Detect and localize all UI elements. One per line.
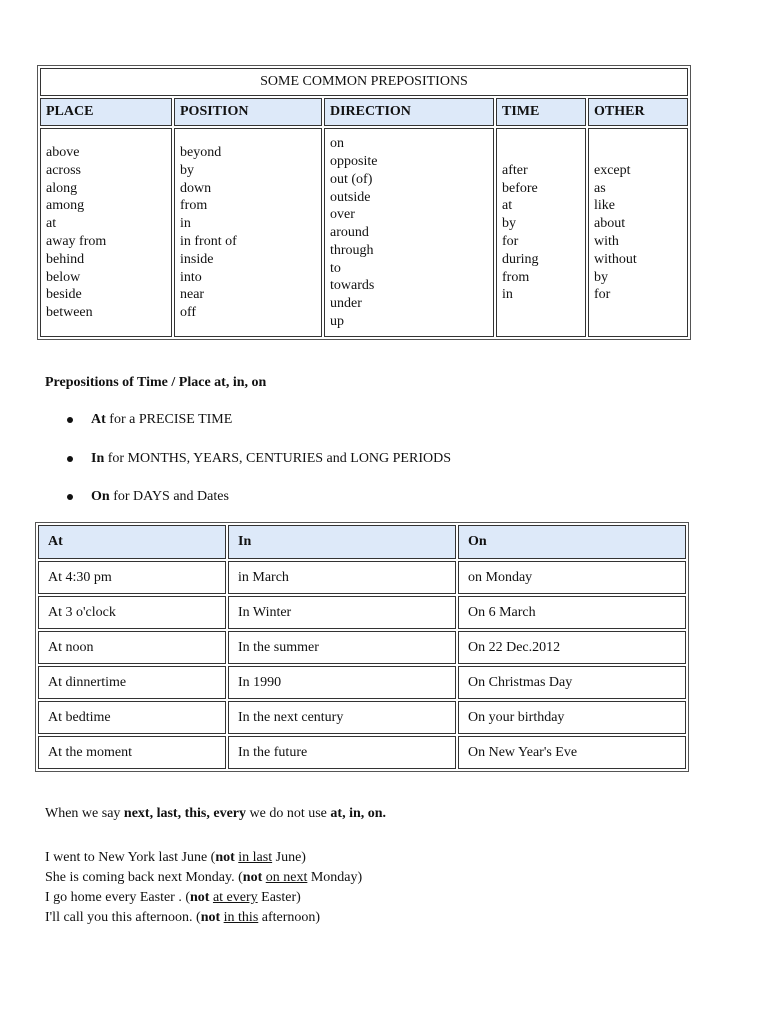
example-sentence [45,868,362,888]
preposition-word: along [46,180,78,196]
example-text: She is coming back next Monday. ( [45,870,243,885]
table-cell: In the next century [228,701,456,734]
example-not: not [190,890,210,905]
preposition-word: behind [46,251,85,267]
table-row [38,631,686,664]
column-header-at: At [38,525,226,559]
table-cell: In Winter [228,596,456,629]
column-words-place [40,128,172,337]
preposition-word: with [594,234,619,249]
example-incorrect-phrase: on next [265,870,308,885]
preposition-word: as [594,180,606,196]
table-cell: On 6 March [458,596,686,629]
table-cell: In the future [228,736,456,769]
preposition-word: after [502,162,528,178]
column-words-position [174,128,322,337]
preposition-word: by [594,269,608,285]
table-cell: on Monday [458,561,686,594]
table-cell: On New Year's Eve [458,736,686,769]
column-words-other [588,128,688,337]
example-text: I went to New York last June ( [45,850,216,865]
column-header-in: In [228,525,456,559]
bullet-dot-icon [67,494,73,500]
example-not: not [215,850,235,865]
table-title: SOME COMMON PREPOSITIONS [40,68,688,96]
preposition-word: from [502,269,530,285]
preposition-word: before [502,180,538,196]
preposition-word: inside [180,251,214,267]
column-header-direction: DIRECTION [324,98,494,126]
table-cell: At 4:30 pm [38,561,226,594]
preposition-word: by [180,162,194,178]
example-incorrect-phrase: in last [238,850,273,865]
preposition-word: to [330,260,341,276]
preposition-word: out (of) [330,171,373,187]
preposition-word: among [46,198,85,214]
preposition-word: for [594,287,611,303]
preposition-word: across [46,162,81,178]
preposition-word: opposite [330,153,378,169]
table-row [38,666,686,699]
example-sentences [45,848,362,928]
preposition-word: away from [46,234,107,249]
table-cell: At 3 o'clock [38,596,226,629]
example-text: Monday) [307,870,363,885]
preposition-word: under [330,296,362,312]
example-not: not [242,870,263,885]
preposition-word: through [330,242,374,258]
preposition-word: beyond [180,145,222,161]
preposition-word: towards [330,278,375,294]
preposition-word: into [180,269,202,285]
column-header-time: TIME [496,98,586,126]
bullet-text: for DAYS and Dates [109,489,229,504]
table-cell: On your birthday [458,701,686,734]
preposition-word: down [180,180,212,196]
preposition-word: near [180,287,205,303]
column-header-other: OTHER [588,98,688,126]
example-not: not [200,910,221,925]
table-cell: On Christmas Day [458,666,686,699]
preposition-word: below [46,269,81,285]
table-cell: At dinnertime [38,666,226,699]
preposition-word: except [594,162,631,178]
example-text: I go home every Easter . ( [45,890,190,905]
preposition-word: outside [330,189,371,205]
preposition-word: between [46,305,93,321]
preposition-word: up [330,314,344,330]
bullet-item-on [45,487,451,507]
bullet-text: for a PRECISE TIME [105,412,233,427]
column-header-place: PLACE [40,98,172,126]
table-cell: At noon [38,631,226,664]
table-row [38,561,686,594]
table-cell: In 1990 [228,666,456,699]
example-sentence [45,848,362,868]
section-heading: Prepositions of Time / Place at, in, on [45,375,267,390]
column-words-time [496,128,586,337]
table-cell: In the summer [228,631,456,664]
table-cell: in March [228,561,456,594]
preposition-word: by [502,216,516,232]
preposition-word: in front of [180,234,237,249]
table-cell: On 22 Dec.2012 [458,631,686,664]
preposition-word: from [180,198,208,214]
column-header-on: On [458,525,686,559]
preposition-word: without [594,251,637,267]
example-text: June) [272,850,306,865]
preposition-word: around [330,225,369,241]
note-prepositions: at, in, on. [330,806,387,821]
table-row [38,596,686,629]
bullet-keyword: At [91,412,106,427]
bullet-dot-icon [67,417,73,423]
preposition-word: in [180,216,191,232]
preposition-word: like [594,198,615,214]
bullet-list [45,410,451,526]
preposition-word: beside [46,287,82,303]
column-words-direction [324,128,494,337]
bullet-text: for MONTHS, YEARS, CENTURIES and LONG PERIODS [104,450,451,466]
preposition-word: about [594,216,626,232]
table-cell: At the moment [38,736,226,769]
bullet-keyword: In [91,450,105,466]
example-text: afternoon) [258,910,321,925]
preposition-word: in [502,287,513,303]
note-keywords: next, last, this, every [123,806,247,821]
prepositions-table [37,65,691,340]
note-text: we do not use [246,806,331,821]
example-text: I'll call you this afternoon. ( [45,910,201,925]
note-text: When we say [45,806,124,821]
usage-note [45,806,386,822]
preposition-word: on [330,136,344,152]
example-text: Easter) [257,890,301,905]
preposition-word: at [46,216,57,232]
table-cell: At bedtime [38,701,226,734]
bullet-dot-icon [67,456,73,462]
preposition-word: for [502,234,519,249]
bullet-keyword: On [91,489,110,504]
preposition-word: during [502,251,539,267]
bullet-item-at [45,410,451,430]
example-incorrect-phrase: in this [223,910,259,925]
example-incorrect-phrase: at every [212,890,258,905]
table-row [38,736,686,769]
table-row [38,701,686,734]
bullet-item-in [45,449,451,469]
time-table [35,522,689,772]
preposition-word: over [330,207,355,223]
example-sentence [45,908,362,928]
preposition-word: off [180,305,197,321]
preposition-word: at [502,198,513,214]
preposition-word: above [46,145,80,161]
column-header-position: POSITION [174,98,322,126]
example-sentence [45,888,362,908]
